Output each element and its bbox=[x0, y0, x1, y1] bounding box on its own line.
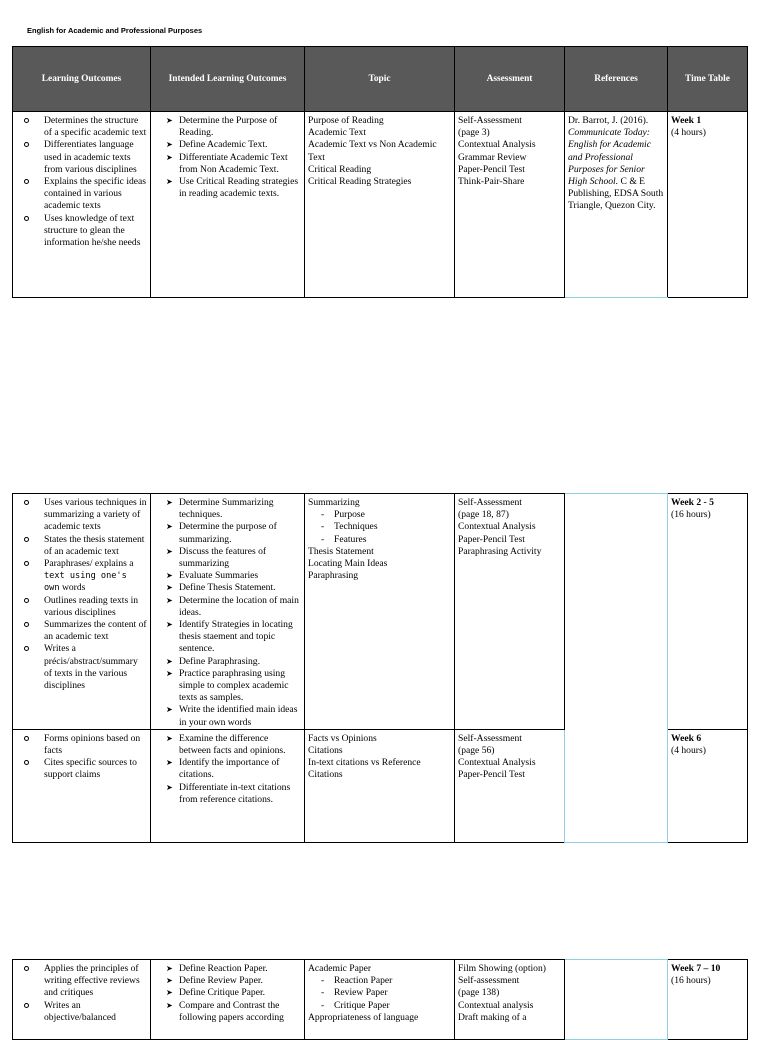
assessment-cell bbox=[455, 729, 565, 842]
topic-line: Academic Text bbox=[308, 127, 367, 139]
hours-label: (16 hours) bbox=[671, 975, 711, 987]
assessment-line: (page 138) bbox=[458, 987, 500, 999]
list-item: ➤ Examine the difference between facts and opinions. bbox=[179, 733, 301, 757]
reference-author: Dr. Barrot, J. (2016). bbox=[568, 115, 649, 126]
list-item: ➤ Define Critique Paper. bbox=[179, 987, 301, 999]
assessment-line: Paper-Pencil Test bbox=[458, 533, 525, 545]
learning-outcomes-cell bbox=[13, 960, 151, 1040]
list-item: ➤ Define Paraphrasing. bbox=[179, 656, 301, 668]
list-item: ➤ Discuss the features of summarizing bbox=[179, 546, 301, 570]
hours-label: (4 hours) bbox=[671, 745, 706, 757]
assessment-line: Paper-Pencil Test bbox=[458, 769, 525, 781]
references-cell bbox=[565, 112, 668, 298]
list-item: Outlines reading texts in various disciplines bbox=[44, 595, 147, 619]
paraphrase-text-end: words bbox=[61, 582, 86, 594]
assessment-line: Self-Assessment bbox=[458, 732, 522, 744]
paraphrase-text: Paraphrases/ explains a bbox=[44, 558, 134, 570]
header-topic: Topic bbox=[305, 47, 455, 112]
list-item: ➤ Determine the location of main ideas. bbox=[179, 595, 301, 619]
list-item: ➤ Define Reaction Paper. bbox=[179, 963, 301, 975]
week-label: Week 6 bbox=[671, 732, 702, 744]
list-item: Uses various techniques in summarizing a variety of academic texts bbox=[44, 497, 147, 533]
topic-line: Paraphrasing bbox=[308, 570, 359, 582]
week-label: Week 7 – 10 bbox=[671, 963, 721, 974]
topic-line: Academic Text vs Non Academic Text bbox=[308, 139, 437, 163]
topic-subitem: - Techniques bbox=[334, 521, 451, 533]
list-item: Writes an objective/balanced bbox=[44, 1000, 147, 1024]
reference-publisher: C & E Publishing, EDSA South Triangle, Quezon City. bbox=[568, 176, 664, 212]
topic-line: Appropriateness of language bbox=[308, 1011, 419, 1023]
header-learning-outcomes: Learning Outcomes bbox=[13, 47, 151, 112]
learning-outcomes-cell bbox=[13, 494, 151, 730]
assessment-cell bbox=[455, 112, 565, 298]
intended-outcomes-cell bbox=[151, 494, 305, 730]
list-item: ➤ Use Critical Reading strategies in reading academic texts. bbox=[179, 176, 301, 200]
assessment-cell bbox=[455, 494, 565, 730]
learning-outcomes-cell bbox=[13, 112, 151, 298]
topic-subitem: - Reaction Paper bbox=[334, 975, 451, 987]
assessment-line: Paraphrasing Activity bbox=[458, 545, 542, 557]
topic-cell bbox=[305, 729, 455, 842]
list-item: States the thesis statement of an academic text bbox=[44, 534, 147, 558]
header-intended-outcomes: Intended Learning Outcomes bbox=[151, 47, 305, 112]
topic-subitem: - Features bbox=[334, 534, 451, 546]
syllabus-table-weeks-2-6 bbox=[12, 493, 748, 843]
assessment-cell bbox=[455, 960, 565, 1040]
references-cell bbox=[565, 494, 668, 843]
topic-subitem: - Critique Paper bbox=[334, 1000, 451, 1012]
list-item: Determines the structure of a specific academic text bbox=[44, 115, 147, 139]
assessment-line: Self-Assessment bbox=[458, 115, 522, 126]
assessment-line: Contextual Analysis bbox=[458, 757, 536, 769]
list-item: Applies the principles of writing effective reviews and critiques bbox=[44, 963, 147, 1000]
topic-line: Critical Reading bbox=[308, 163, 372, 175]
list-item: ➤ Determine the purpose of summarizing. bbox=[179, 521, 301, 545]
document-title: English for Academic and Professional Purposes bbox=[27, 26, 203, 35]
assessment-line: (page 3) bbox=[458, 127, 490, 139]
list-item: Explains the specific ideas contained in various academic texts bbox=[44, 176, 147, 212]
intended-outcomes-cell bbox=[151, 960, 305, 1040]
intended-outcomes-cell bbox=[151, 112, 305, 298]
list-item: ➤ Differentiate Academic Text from Non Academic Text. bbox=[179, 152, 301, 176]
hours-label: (16 hours) bbox=[671, 509, 711, 521]
list-item bbox=[44, 558, 147, 595]
list-item: ➤ Evaluate Summaries bbox=[179, 570, 301, 582]
assessment-line: Film Showing (option) bbox=[458, 963, 546, 974]
topic-line: Academic Paper bbox=[308, 963, 372, 974]
assessment-line: (page 18, 87) bbox=[458, 509, 509, 521]
list-item: ➤ Differentiate in-text citations from reference citations. bbox=[179, 782, 301, 806]
assessment-line: Draft making of a bbox=[458, 1011, 527, 1023]
list-item: ➤ Identify the importance of citations. bbox=[179, 757, 301, 781]
topic-cell bbox=[305, 112, 455, 298]
reference-title: Communicate Today: English for Academic and Professional Purposes for Senior High School. bbox=[568, 127, 651, 188]
syllabus-table-weeks-7-10 bbox=[12, 959, 748, 1040]
list-item: Differentiates language used in academic texts from various disciplines bbox=[44, 139, 147, 176]
assessment-line: (page 56) bbox=[458, 745, 495, 757]
time-table-cell bbox=[668, 112, 748, 298]
week-label: Week 2 - 5 bbox=[671, 497, 714, 508]
assessment-line: Think-Pair-Share bbox=[458, 176, 525, 188]
assessment-line: Grammar Review bbox=[458, 151, 527, 163]
hours-label: (4 hours) bbox=[671, 127, 706, 139]
list-item: Uses knowledge of text structure to glean the information he/she needs bbox=[44, 213, 147, 250]
time-table-cell bbox=[668, 494, 748, 730]
topic-line: Citations bbox=[308, 745, 343, 757]
topic-line: In-text citations vs Reference bbox=[308, 757, 421, 769]
topic-cell bbox=[305, 494, 455, 730]
topic-line: Thesis Statement bbox=[308, 545, 374, 557]
topic-line: Citations bbox=[308, 769, 343, 781]
assessment-line: Self-assessment bbox=[458, 975, 520, 987]
list-item: ➤ Determine Summarizing techniques. bbox=[179, 497, 301, 521]
references-cell bbox=[565, 960, 668, 1040]
list-item: ➤ Practice paraphrasing using simple to complex academic texts as samples. bbox=[179, 668, 301, 705]
topic-line: Purpose of Reading bbox=[308, 115, 384, 126]
header-time-table: Time Table bbox=[668, 47, 748, 112]
topic-line: Facts vs Opinions bbox=[308, 732, 377, 744]
assessment-line: Contextual Analysis bbox=[458, 521, 536, 533]
list-item: ➤ Identify Strategies in locating thesis staement and topic sentence. bbox=[179, 619, 301, 656]
assessment-line: Contextual analysis bbox=[458, 999, 534, 1011]
topic-line: Critical Reading Strategies bbox=[308, 176, 412, 188]
topic-cell bbox=[305, 960, 455, 1040]
list-item: Forms opinions based on facts bbox=[44, 733, 147, 757]
list-item: Cites specific sources to support claims bbox=[44, 757, 147, 781]
week-label: Week 1 bbox=[671, 115, 702, 126]
header-assessment: Assessment bbox=[455, 47, 565, 112]
time-table-cell bbox=[668, 960, 748, 1040]
topic-line: Summarizing bbox=[308, 497, 360, 508]
intended-outcomes-cell bbox=[151, 729, 305, 842]
list-item: ➤ Define Review Paper. bbox=[179, 975, 301, 987]
topic-subitem: - Review Paper bbox=[334, 987, 451, 999]
assessment-line: Contextual Analysis bbox=[458, 139, 536, 151]
syllabus-table-week-1 bbox=[12, 46, 748, 298]
assessment-line: Self-Assessment bbox=[458, 497, 522, 508]
list-item: ➤ Define Academic Text. bbox=[179, 139, 301, 151]
list-item: ➤ Determine the Purpose of Reading. bbox=[179, 115, 301, 139]
list-item: Summarizes the content of an academic text bbox=[44, 619, 147, 643]
assessment-line: Paper-Pencil Test bbox=[458, 163, 525, 175]
list-item: Writes a précis/abstract/summary of texts in the various disciplines bbox=[44, 643, 147, 692]
topic-subitem: - Purpose bbox=[334, 509, 451, 521]
learning-outcomes-cell bbox=[13, 729, 151, 842]
topic-line: Locating Main Ideas bbox=[308, 558, 388, 570]
paraphrase-mono-text: text using one's own bbox=[44, 571, 127, 594]
time-table-cell bbox=[668, 729, 748, 842]
list-item: ➤ Write the identified main ideas in your own words bbox=[179, 704, 301, 728]
header-references: References bbox=[565, 47, 668, 112]
list-item: ➤ Define Thesis Statement. bbox=[179, 582, 301, 594]
list-item: ➤ Compare and Contrast the following papers according bbox=[179, 1000, 301, 1024]
